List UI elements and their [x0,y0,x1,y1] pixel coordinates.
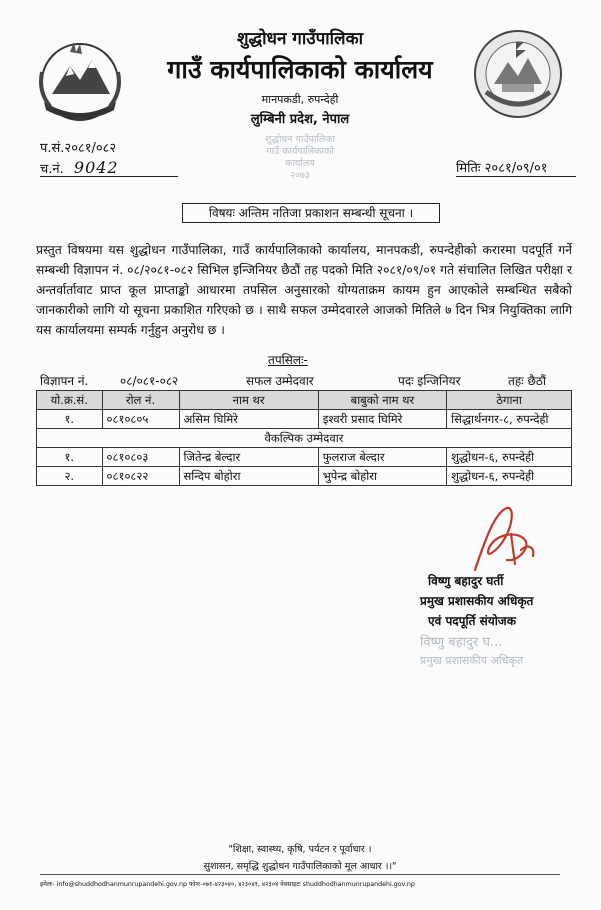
col-address: ठेगाना [447,391,572,410]
date-underline [456,176,576,177]
municipality-name: शुद्धोधन गाउँपालिका [236,29,364,49]
table-row [37,467,572,486]
footer-divider [40,874,560,875]
stamp-line-2: गाउँ कार्यपालिकाको [266,146,334,157]
footer-motto-2: सुशासन, समृद्धि शुद्धोधन गाउँपालिकाको मूल आधार ।।" [203,861,397,872]
dispatch-underline [40,176,178,177]
cell-name: असिम घिमिरे [179,410,318,429]
table-row [37,410,572,429]
signature-stamp [420,634,523,670]
cell-roll: ०८१०८०३ [102,448,179,467]
cell-name: सन्दिप बोहोरा [179,467,318,486]
signatory-role: एवं पदपूर्ति संयोजक [428,614,516,628]
municipality-logo-icon [472,28,564,120]
cell-father-name: इश्वरी प्रसाद घिमिरे [318,410,446,429]
dispatch-number [40,158,119,177]
advert-label: विज्ञापन नं. [40,374,89,388]
cell-father-name: फुलराज बेल्दार [318,448,446,467]
signatory-title: प्रमुख प्रशासकीय अधिकृत [420,594,534,608]
table-header-row [37,391,572,410]
col-roll: रोल नं. [102,391,179,410]
cell-father-name: भुपेन्द्र बोहोरा [318,467,446,486]
cell-roll: ०८१०८०५ [102,410,179,429]
office-location: मानपकडी, रुपन्देही [261,93,339,106]
letter-date: मितिः २०८१/०९/०१ [456,161,548,176]
dispatch-handwritten: 9042 [73,158,119,177]
footer-contact: इमेलः- info@shuddhodhanmunrupandehi.gov.np फोनः-०७१-४२३०४०, ४२३०४१, ४२३०४ वेवसाइटः shuddhodhanmunrupandehi.gov.np [40,881,415,888]
signature-mark [455,500,545,580]
table-row [37,448,572,467]
col-name: नाम थर [179,391,318,410]
cell-address: शुद्धोधन-६, रुपन्देही [447,467,572,486]
alternate-candidates-label: वैकल्पिक उम्मेदवार [37,429,572,448]
signatory-name: विष्णु बहादुर घर्ती [428,574,504,588]
notice-body: प्रस्तुत विषयमा यस शुद्धोधन गाउँपालिका, गाउँ कार्यपालिकाको कार्यालय, मानपकडी, रुपन्देहीको करारमा पदपूर्ति गर्ने सम्बन्धी विज्ञापन नं. ०८/२०८१-०८२ सिभिल इन्जिनियर छैठौं तह पदको मिति २०८१/०९/०१ गते संचालित लिखित परीक्षा र अन्तर्वार्तावाट प्राप्त कूल प्राप्ताङ्को आधारमा तपसिल अनुसारको योग्यताक्रम कायम हुन आएकोले सम्बन्धित सबैको जानकारीको लागि यो सूचना प्रकाशित गरिएको छ । साथै सफल उम्मेदवारले आजको मितिले ७ दिन भित्र नियुक्तिका लागि यस कार्यालयमा सम्पर्क गर्नुहुन अनुरोध छ । [36,243,572,337]
cell-serial: १. [37,410,103,429]
signature-stamp-line-2: प्रमुख प्रशासकीय अधिकृत [420,654,524,667]
office-province: लुम्बिनी प्रदेश, नेपाल [250,112,350,127]
stamp-line-1: शुद्धोधन गाउँपालिका [264,134,336,145]
signature-stamp-line-1: विष्णु बहादुर घ... [420,635,503,650]
office-stamp [245,134,355,182]
letter-number: प.सं.२०८१/०८२ [40,141,117,156]
dispatch-label: च.नं. [40,162,64,177]
details-heading: तपसिलः- [268,353,308,367]
alternate-heading-row [37,429,572,448]
results-table [36,390,572,486]
col-father-name: बाबुको नाम थर [318,391,446,410]
subject-box: विषयः अन्तिम नतिजा प्रकाशन सम्बन्धी सूचना । [182,203,440,223]
cell-roll: ०८१०८२२ [102,467,179,486]
post-label: पदः इन्जिनियर [398,374,461,388]
advert-number: ०८/०८१-०८२ [120,374,179,388]
office-title: गाउँ कार्यपालिकाको कार्यालय [167,55,433,84]
col-serial: यो.क्र.सं. [37,391,103,410]
successful-candidate-label: सफल उम्मेदवार [246,374,314,388]
cell-serial: १. [37,448,103,467]
footer-motto-1: "शिक्षा, स्वास्थ्य, कृषि, पर्यटन र पूर्वाधार । [228,844,372,855]
cell-address: सिद्धार्थनगर-८, रुपन्देही [447,410,572,429]
cell-serial: २. [37,467,103,486]
stamp-line-3: कार्यालय [285,158,315,169]
cell-address: शुद्धोधन-६, रुपन्देही [447,448,572,467]
level-label: तहः छैठौं [508,374,546,388]
nepal-emblem-icon [30,32,130,124]
stamp-number: २०७३ [290,170,310,181]
cell-name: जितेन्द्र बेल्दार [179,448,318,467]
